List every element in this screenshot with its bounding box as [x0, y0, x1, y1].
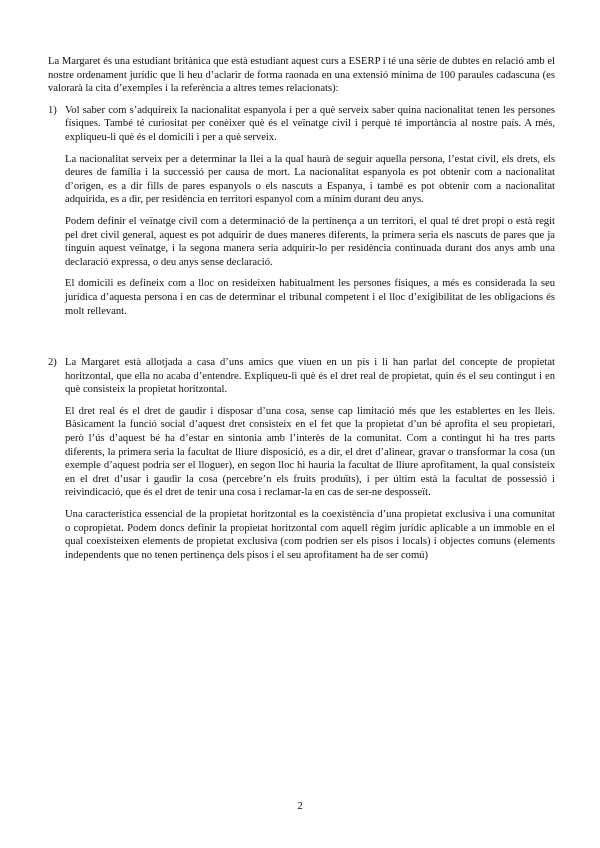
question-1-text: Vol saber com s’adquireix la nacionalitat espanyola i per a què serveix saber quina nacionalitat tenen les persones físiques. També té curiositat per conèixer què és el veïnatge civil i perquè té importància al nostre país. A més, expliqueu-li què és el domicili i per a què serveix. [65, 104, 555, 143]
intro-paragraph: La Margaret és una estudiant britànica que està estudiant aquest curs a ESERP i té una sèrie de dubtes en relació amb el nostre ordenament jurídic que li heu d’aclarir de forma raonada en una extensió mínima de 100 paraules cadascuna (es valorarà la cita d’exemples i la referència a altres temes relacionats): [48, 56, 555, 95]
page-number: 2 [297, 800, 303, 812]
question-2-text: La Margaret està allotjada a casa d’uns amics que viuen en un pis i li han parlat del concepte de propietat horitzontal, que ella no acaba d’entendre. Expliqueu-li què és el dret real de propietat, quin és el seu contingut i en què consisteix la propietat horitzontal. [65, 357, 555, 396]
question-1-number: 1) [48, 104, 57, 116]
answer-paragraph: El domicili es defineix com a lloc on resideixen habitualment les persones físiques, a més es considerada la seu jurídica d’aquesta persona i en cas de determinar el tribunal competent i el lloc d’exigibilitat de les obligacions és molt rellevant. [65, 278, 555, 317]
question-2-answers [65, 405, 555, 563]
answer-paragraph: La nacionalitat serveix per a determinar la llei a la qual haurà de seguir aquella persona, l’estat civil, els drets, els deures de família i la successió per causa de mort. La nacionalitat espanyola es pot obtenir com a nacionalitat d’origen, es a dir fills de pares espanyols o els nascuts a Espanya, i també es pot obtenir com a nacionalitat adquirida, es a dir, per residència en territori espanyol com a mínim durant deu anys. [65, 153, 555, 206]
question-2 [48, 356, 555, 397]
answer-paragraph: Una característica essencial de la propietat horitzontal es la coexistència d’una propietat exclusiva i una comunitat o copropietat. Podem doncs definir la propietat horitzontal com aquell règim jurídic aplicable a un immoble en el qual coexisteixen elements de propietat exclusiva (com podrien ser els pisos i locals) i objectes comuns (elements independents que no tenen pertinença dels pisos i el seu aprofitament ha de ser comú) [65, 509, 555, 561]
answer-paragraph: Podem definir el veïnatge civil com a determinació de la pertinença a un territori, el qual té dret propi o està regit pel dret civil general, aquest es pot adquirir de dues maneres diferents, la primera seria els nascuts de pares que ja tinguin aquest veïnatge, i la segona manera seria adquirir-lo per residència continuada durant dos anys amb una declaració expressa, o deu anys sense declaració. [65, 215, 555, 268]
answer-paragraph: El dret real és el dret de gaudir i disposar d’una cosa, sense cap limitació més que les establertes en les lleis. Bàsicament la funció social d’aquest dret consisteix en el fet que la propietat d’un bé aprofita el seu propietari, però l’ús d’aquest bé ha d’estar en sintonia amb l’interès de la comunitat. Com a contingut hi ha tres parts diferents, la primera seria la facultat de lliure disposició, es a dir, el dret d’alinear, gravar o transformar la cosa (un exemple d’aquest podria ser el lloguer), en segon lloc hi hauria la facultat de lliure aprofitament, la qual consisteix en el dret d’usar i gaudir la cosa (percebre’n els fruits produïts), i per últim està la facultat de possessió i reivindicació, que és el dret de tenir una cosa i reclamar-la en cas de ser-ne desposseït. [65, 405, 555, 499]
question-2-number: 2) [48, 357, 57, 369]
question-1-answers [65, 153, 555, 319]
document-page [48, 55, 555, 562]
question-1 [48, 104, 555, 145]
